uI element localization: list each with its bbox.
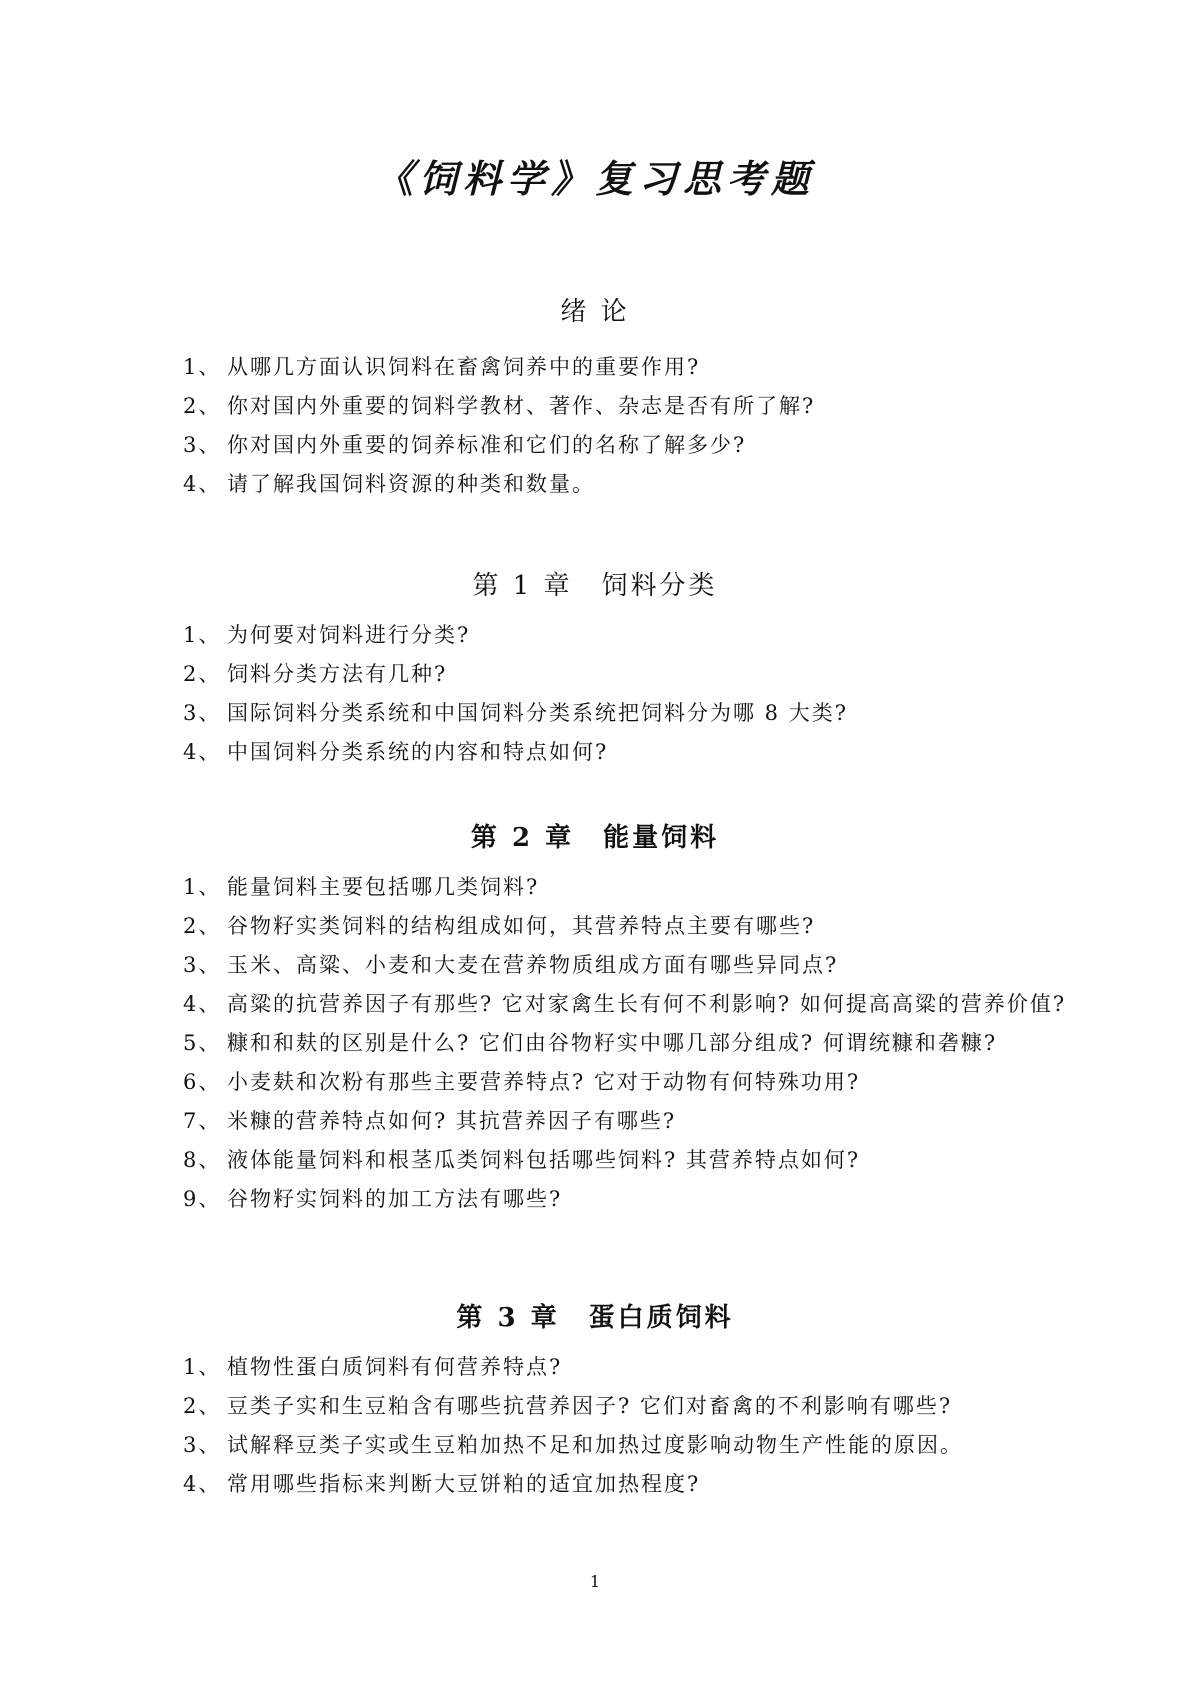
question-item	[0, 868, 1190, 907]
question-text: 米糠的营养特点如何? 其抗营养因子有哪些?	[227, 1109, 677, 1133]
question-text: 糠和和麸的区别是什么? 它们由谷物籽实中哪几部分组成? 何谓统糠和砻糠?	[227, 1031, 998, 1055]
question-text: 你对国内外重要的饲料学教材、著作、杂志是否有所了解?	[227, 394, 816, 418]
document-title: 《饲料学》复习思考题	[374, 156, 815, 201]
question-item	[0, 1141, 1190, 1180]
question-number: 2、	[183, 394, 222, 418]
question-number: 1、	[183, 623, 222, 647]
question-number: 7、	[183, 1109, 222, 1133]
question-text: 饲料分类方法有几种?	[227, 662, 448, 686]
question-text: 豆类子实和生豆粕含有哪些抗营养因子? 它们对畜禽的不利影响有哪些?	[227, 1394, 953, 1418]
question-number: 6、	[183, 1070, 222, 1094]
section-heading: 绪 论	[560, 297, 630, 327]
question-item	[0, 387, 1190, 426]
question-item	[0, 348, 1190, 387]
question-text: 常用哪些指标来判断大豆饼粕的适宜加热程度?	[227, 1472, 701, 1496]
question-number: 4、	[183, 992, 222, 1016]
question-text: 玉米、高粱、小麦和大麦在营养物质组成方面有哪些异同点?	[227, 953, 839, 977]
section-heading: 第 3 章 蛋白质饲料	[456, 1303, 734, 1333]
question-item	[0, 426, 1190, 465]
question-text: 能量饲料主要包括哪几类饲料?	[227, 875, 540, 899]
question-item	[0, 655, 1190, 694]
section-heading: 第 2 章 能量饲料	[470, 823, 720, 853]
question-number: 3、	[183, 953, 222, 977]
question-number: 4、	[183, 740, 222, 764]
question-text: 液体能量饲料和根茎瓜类饲料包括哪些饲料? 其营养特点如何?	[227, 1148, 861, 1172]
question-number: 2、	[183, 914, 222, 938]
question-number: 8、	[183, 1148, 222, 1172]
question-item	[0, 733, 1190, 772]
question-number: 5、	[183, 1031, 222, 1055]
question-list	[0, 1348, 1190, 1504]
question-item	[0, 1180, 1190, 1219]
question-number: 2、	[183, 1394, 222, 1418]
page-number: 1	[589, 1572, 601, 1591]
question-item	[0, 907, 1190, 946]
question-number: 9、	[183, 1187, 222, 1211]
question-item	[0, 1348, 1190, 1387]
question-item	[0, 694, 1190, 733]
section-chapter-3	[0, 1298, 1190, 1504]
question-item	[0, 1102, 1190, 1141]
question-item	[0, 946, 1190, 985]
question-text: 植物性蛋白质饲料有何营养特点?	[227, 1355, 563, 1379]
question-number: 3、	[183, 1433, 222, 1457]
question-item	[0, 1063, 1190, 1102]
question-item	[0, 1024, 1190, 1063]
question-item	[0, 616, 1190, 655]
question-text: 高粱的抗营养因子有那些? 它对家禽生长有何不利影响? 如何提高高粱的营养价值?	[227, 992, 1067, 1016]
question-text: 中国饲料分类系统的内容和特点如何?	[227, 740, 609, 764]
question-list	[0, 616, 1190, 772]
question-item	[0, 1465, 1190, 1504]
question-item	[0, 465, 1190, 504]
question-text: 为何要对饲料进行分类?	[227, 623, 471, 647]
question-number: 1、	[183, 875, 222, 899]
question-number: 4、	[183, 472, 222, 496]
question-text: 谷物籽实类饲料的结构组成如何，其营养特点主要有哪些?	[227, 914, 816, 938]
question-number: 3、	[183, 701, 222, 725]
question-list	[0, 348, 1190, 504]
question-item	[0, 1387, 1190, 1426]
section-introduction	[0, 292, 1190, 504]
question-text: 你对国内外重要的饲养标准和它们的名称了解多少?	[227, 433, 747, 457]
question-number: 1、	[183, 1355, 222, 1379]
question-item	[0, 1426, 1190, 1465]
question-text: 小麦麸和次粉有那些主要营养特点? 它对于动物有何特殊功用?	[227, 1070, 861, 1094]
question-text: 从哪几方面认识饲料在畜禽饲养中的重要作用?	[227, 355, 701, 379]
question-list	[0, 868, 1190, 1219]
question-text: 谷物籽实饲料的加工方法有哪些?	[227, 1187, 563, 1211]
section-chapter-1	[0, 566, 1190, 772]
question-number: 3、	[183, 433, 222, 457]
question-text: 试解释豆类子实或生豆粕加热不足和加热过度影响动物生产性能的原因。	[227, 1433, 963, 1457]
question-text: 请了解我国饲料资源的种类和数量。	[227, 472, 595, 496]
section-chapter-2	[0, 818, 1190, 1219]
question-number: 1、	[183, 355, 222, 379]
question-item	[0, 985, 1190, 1024]
question-number: 2、	[183, 662, 222, 686]
question-text: 国际饲料分类系统和中国饲料分类系统把饲料分为哪 8 大类?	[227, 701, 848, 725]
section-heading: 第 1 章 饲料分类	[472, 571, 718, 601]
question-number: 4、	[183, 1472, 222, 1496]
